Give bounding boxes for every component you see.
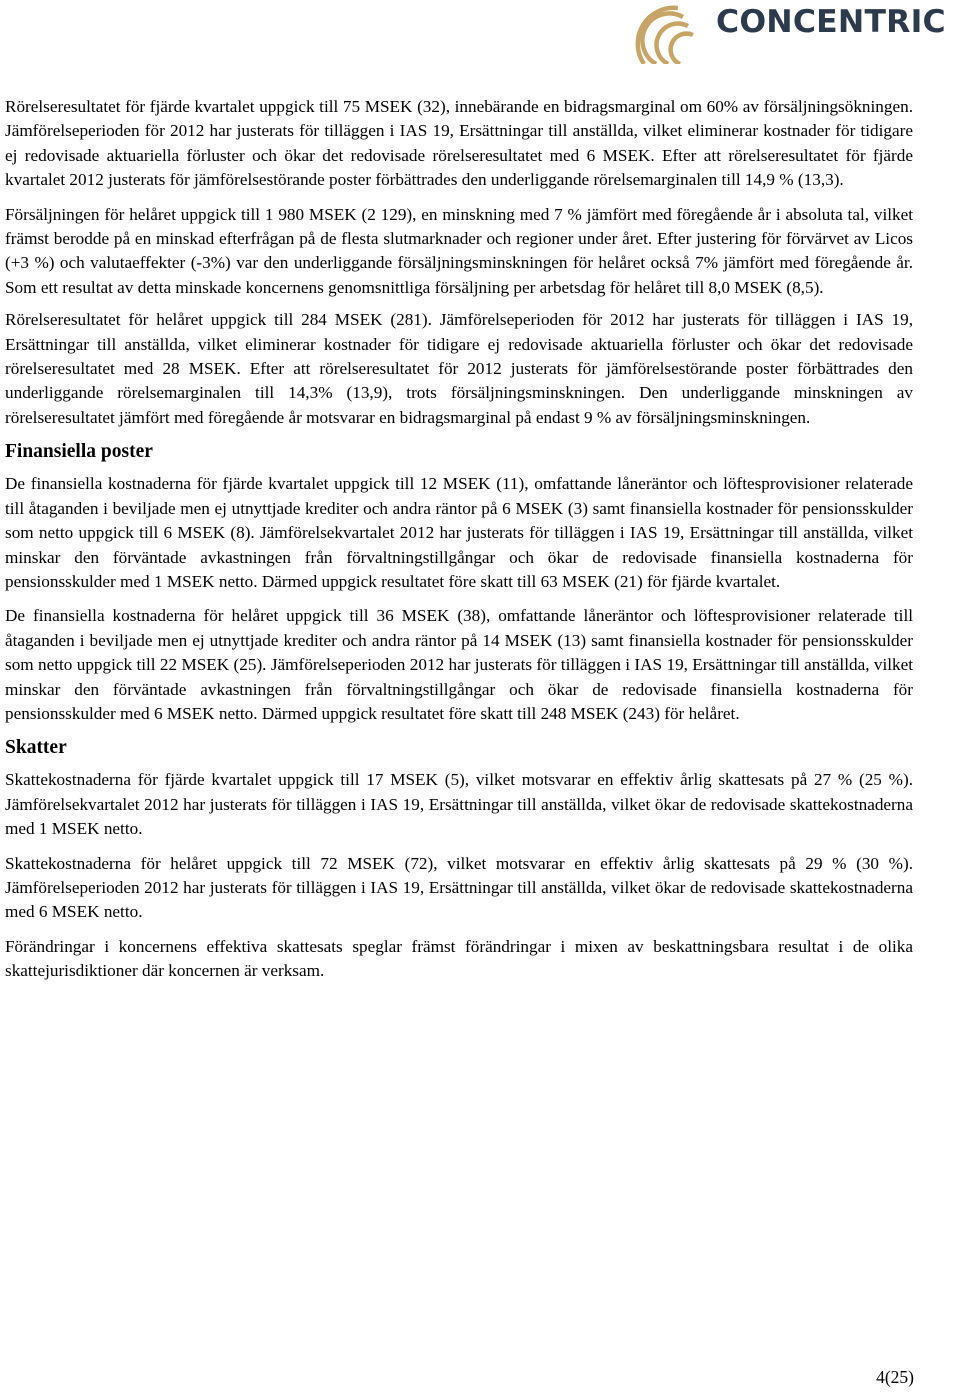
document-body (5, 95, 913, 984)
paragraph-full-year-sales: Försäljningen för helåret uppgick till 1 980 MSEK (2 129), en minskning med 7 % jämfört med föregående år i absoluta tal, vilket främst berodde på en minskad efterfrågan på de flesta slutmarknader och regioner under året. Efter justering för förvärvet av Licos (+3 %) och valutaeffekter (-3%) var den underliggande försäljningsminskningen för helåret också 7% jämfört med föregående år. Som ett resultat av detta minskade koncernens genomsnittliga försäljning per arbetsdag för helåret till 8,0 MSEK (8,5). (5, 204, 913, 297)
concentric-logo (632, 2, 960, 64)
page-number: 4(25) (876, 1367, 914, 1387)
heading-taxes: Skatter (5, 737, 67, 759)
logo-wordmark: CONCENTRIC (716, 4, 946, 40)
paragraph-financial-q4: De finansiella kostnaderna för fjärde kvartalet uppgick till 12 MSEK (11), omfattande låneräntor och löftesprovisioner relaterade till åtaganden i beviljade men ej utnyttjade krediter och andra räntor på 6 MSEK (3) samt finansiella kostnader för pensionsskulder som netto uppgick till 6 MSEK (8). Jämförelsekvartalet 2012 har justerats för tilläggen i IAS 19, Ersättningar till anställda, vilket minskar den förväntade avkastningen från förvaltningstillgångar och ökar de redovisade finansiella kostnaderna för pensionsskulder med 1 MSEK netto. Därmed uppgick resultatet före skatt till 63 MSEK (21) för fjärde kvartalet. (5, 474, 913, 591)
paragraph-tax-q4: Skattekostnaderna för fjärde kvartalet uppgick till 17 MSEK (5), vilket motsvarar en effektiv årlig skattesats på 27 % (25 %). Jämförelsekvartalet 2012 har justerats för tilläggen i IAS 19, Ersättningar till anställda, vilket ökar de redovisade skattekostnaderna med 1 MSEK netto. (5, 770, 913, 839)
paragraph-full-year-operating-result: Rörelseresultatet för helåret uppgick till 284 MSEK (281). Jämförelseperioden för 2012 har justerats för tilläggen i IAS 19, Ersättningar till anställda, vilket eliminerar kostnader för tidigare ej redovisade aktuariella förluster och ökar det redovisade rörelseresultatet med 28 MSEK. Efter att rörelseresultatet för 2012 justerats för jämförelsestörande poster förbättrades den underliggande rörelsemarginalen till 14,3% (13,9), trots försäljningsminskningen. Den underliggande minskningen av rörelseresultatet jämfört med föregående år motsvarar en bidragsmarginal på endast 9 % av försäljningsminskningen. (5, 310, 913, 427)
paragraph-tax-rate-changes: Förändringar i koncernens effektiva skattesats speglar främst förändringar i mixen av beskattningsbara resultat i de olika skattejurisdiktioner där koncernen är verksam. (5, 936, 913, 981)
logo-arc-icon (632, 2, 712, 64)
paragraph-tax-full-year: Skattekostnaderna för helåret uppgick till 72 MSEK (72), vilket motsvarar en effektiv årlig skattesats på 29 % (30 %). Jämförelseperioden 2012 har justerats för tilläggen i IAS 19, Ersättningar till anställda, vilket ökar de redovisade skattekostnaderna med 6 MSEK netto. (5, 853, 913, 922)
heading-financial-items: Finansiella poster (5, 441, 153, 463)
paragraph-financial-full-year: De finansiella kostnaderna för helåret uppgick till 36 MSEK (38), omfattande låneräntor och löftesprovisioner relaterade till åtaganden i beviljade men ej utnyttjade krediter och andra räntor på 14 MSEK (13) samt finansiella kostnader för pensionsskulder som netto uppgick till 22 MSEK (25). Jämförelseperioden 2012 har justerats för tilläggen i IAS 19, Ersättningar till anställda, vilket minskar den förväntade avkastningen från förvaltningstillgångar och ökar de redovisade finansiella kostnaderna för pensionsskulder med 6 MSEK netto. Därmed uppgick resultatet före skatt till 248 MSEK (243) för helåret. (5, 606, 913, 723)
paragraph-q4-operating-result: Rörelseresultatet för fjärde kvartalet uppgick till 75 MSEK (32), innebärande en bidragsmarginal om 60% av försäljningsökningen. Jämförelseperioden för 2012 har justerats för tilläggen i IAS 19, Ersättningar till anställda, vilket eliminerar kostnader för tidigare ej redovisade aktuariella förluster och ökar det redovisade rörelseresultatet med 6 MSEK. Efter att rörelseresultatet för fjärde kvartalet 2012 justerats för jämförelsestörande poster förbättrades den underliggande rörelsemarginalen till 14,9 % (13,3). (5, 97, 913, 190)
